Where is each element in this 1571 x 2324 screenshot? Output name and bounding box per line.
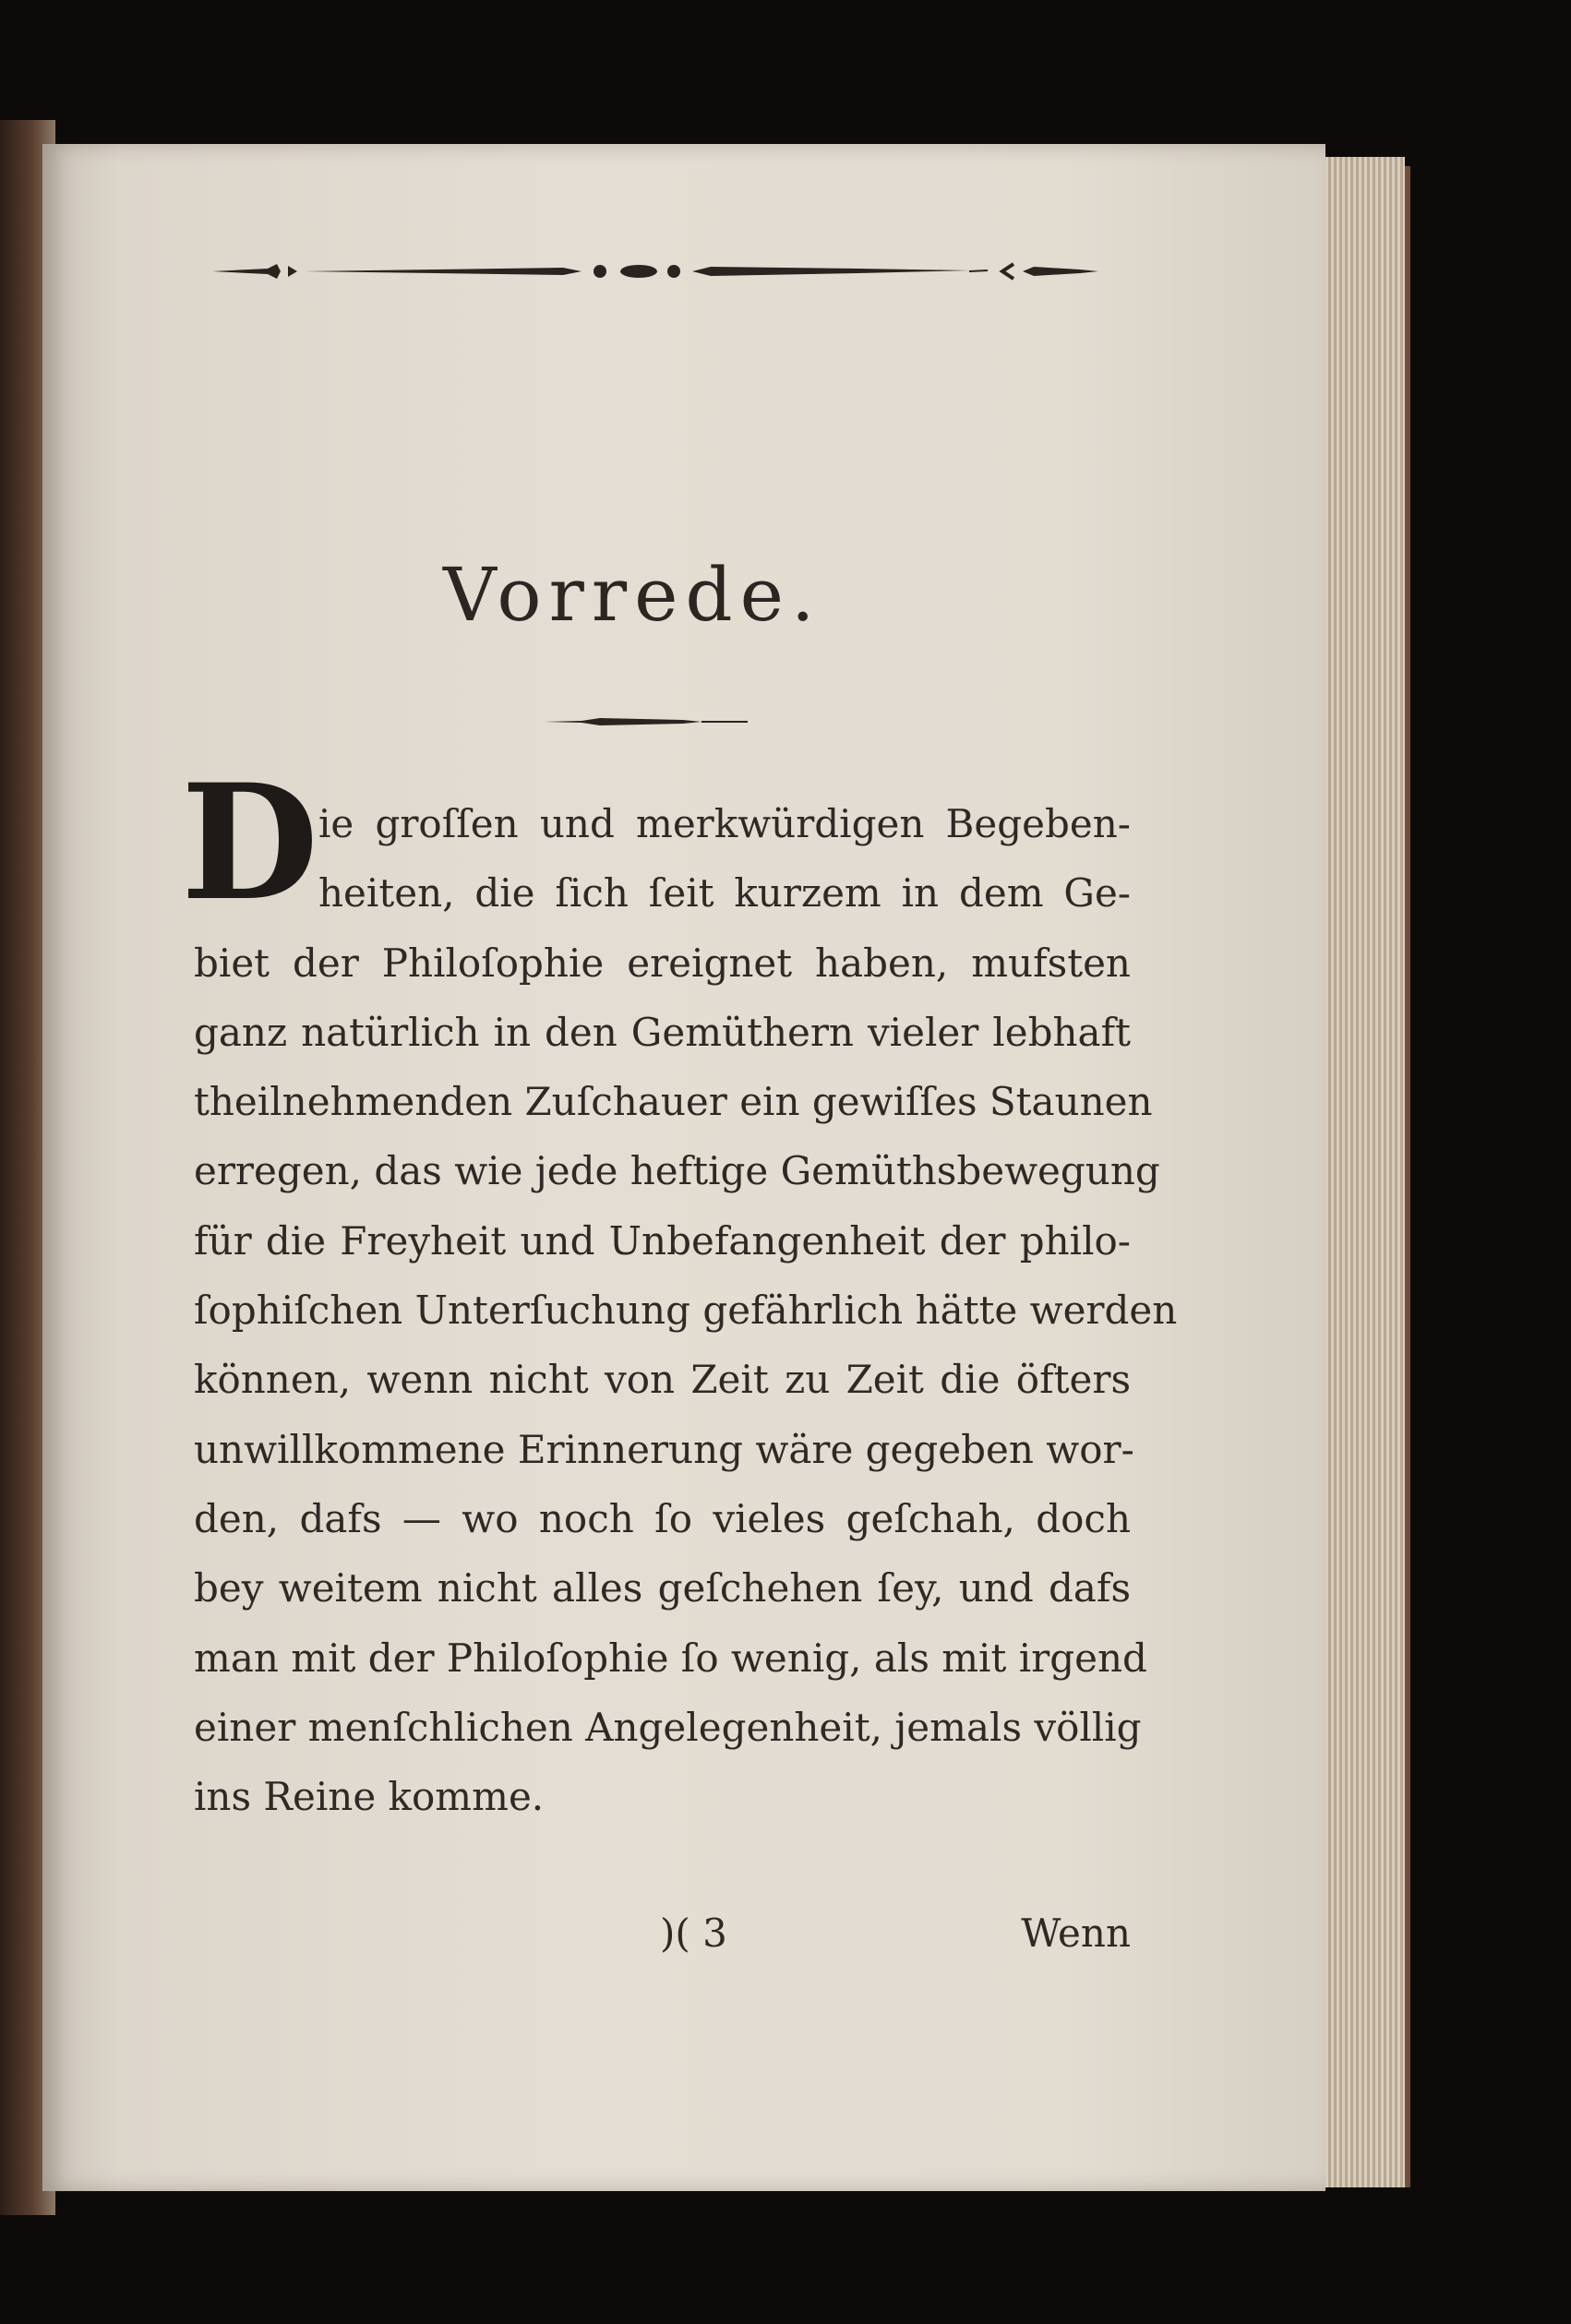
ornamental-headpiece xyxy=(212,258,1098,284)
page-title: Vorrede. xyxy=(443,552,822,638)
catchword: Wenn xyxy=(1021,1911,1131,1956)
text-line: ſophiſchen Unterſuchung gefährlich hätte werden xyxy=(194,1288,1178,1334)
text-line: heiten, die ſich ſeit kurzem in dem Ge- xyxy=(318,870,1131,916)
body-text xyxy=(194,789,1178,1831)
title-underline-ornament xyxy=(545,715,748,728)
text-line: für die Freyheit und Unbefangenheit der philo- xyxy=(194,1217,1131,1264)
text-line: den, dafs — wo noch ſo vieles geſchah, doch xyxy=(194,1495,1131,1541)
text-line: man mit der Philoſophie ſo wenig, als mit irgend xyxy=(194,1635,1147,1681)
text-line: ganz natürlich in den Gemüthern vieler lebhaft xyxy=(194,1009,1131,1055)
text-line: einer menſchlichen Angelegenheit, jemals völlig xyxy=(194,1704,1142,1750)
text-line: unwillkommene Erinnerung wäre gegeben wor- xyxy=(194,1426,1134,1472)
drop-cap: D xyxy=(181,749,319,936)
text-line: theilnehmenden Zuſchauer ein gewiſſes Staunen xyxy=(194,1079,1153,1125)
page-footer xyxy=(194,1906,1131,1961)
signature-mark: )( 3 xyxy=(660,1911,727,1956)
text-line: biet der Philoſophie ereignet haben, mufsten xyxy=(194,940,1131,986)
text-line-last: ins Reine komme. xyxy=(194,1774,545,1820)
text-line: ie groſſen und merkwürdigen Begeben- xyxy=(318,801,1131,846)
text-line: können, wenn nicht von Zeit zu Zeit die öfters xyxy=(194,1357,1131,1403)
text-line: erregen, das wie jede heftige Gemüthsbewegung xyxy=(194,1148,1160,1194)
text-line: bey weitem nicht alles geſchehen ſey, und dafs xyxy=(194,1565,1131,1611)
